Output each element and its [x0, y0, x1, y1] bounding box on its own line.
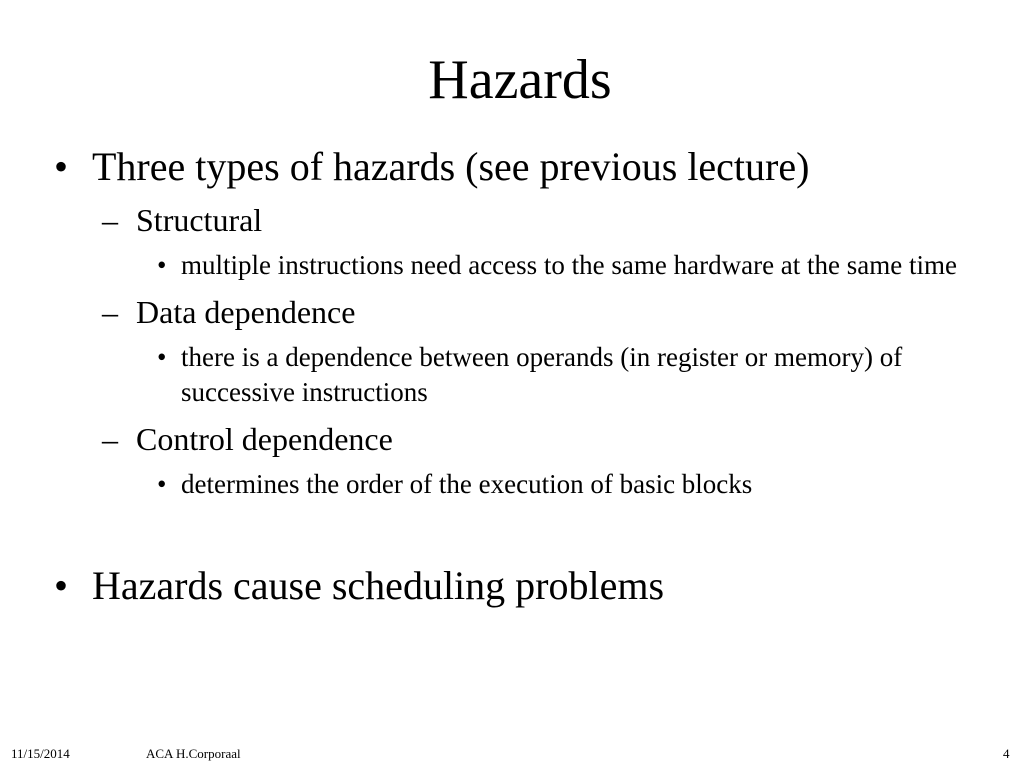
- detail-text: there is a dependence between operands (in register or memory) of successive instructions: [181, 342, 903, 407]
- detail-data-dependence: [54, 340, 994, 410]
- dash-marker: –: [102, 294, 118, 330]
- bullet-marker: •: [157, 250, 167, 280]
- footer-date: 11/15/2014: [11, 746, 70, 761]
- bullet-marker: •: [157, 469, 167, 499]
- bullet-marker: •: [54, 563, 69, 608]
- bullet-three-types: [54, 143, 994, 191]
- detail-text: determines the order of the execution of basic blocks: [181, 469, 753, 499]
- sub-bullet-text: Control dependence: [136, 421, 393, 457]
- slide-content: [54, 143, 994, 610]
- sub-bullet-text: Structural: [136, 202, 263, 238]
- sub-bullet-data-dependence: [54, 293, 994, 331]
- page-number: 4: [1003, 746, 1010, 761]
- detail-structural: [54, 248, 994, 283]
- sub-bullet-text: Data dependence: [136, 294, 356, 330]
- sub-bullet-control-dependence: [54, 420, 994, 458]
- bullet-scheduling-problems: [54, 562, 994, 610]
- detail-text: multiple instructions need access to the same hardware at the same time: [181, 250, 957, 280]
- detail-control-dependence: [54, 467, 994, 502]
- dash-marker: –: [102, 202, 118, 238]
- sub-bullet-structural: [54, 201, 994, 239]
- dash-marker: –: [102, 421, 118, 457]
- slide-title: Hazards: [428, 49, 612, 111]
- bullet-marker: •: [157, 342, 167, 372]
- footer-author: ACA H.Corporaal: [146, 746, 241, 761]
- bullet-marker: •: [54, 144, 69, 189]
- bullet-text: Hazards cause scheduling problems: [92, 563, 665, 608]
- bullet-text: Three types of hazards (see previous lecture): [92, 144, 810, 189]
